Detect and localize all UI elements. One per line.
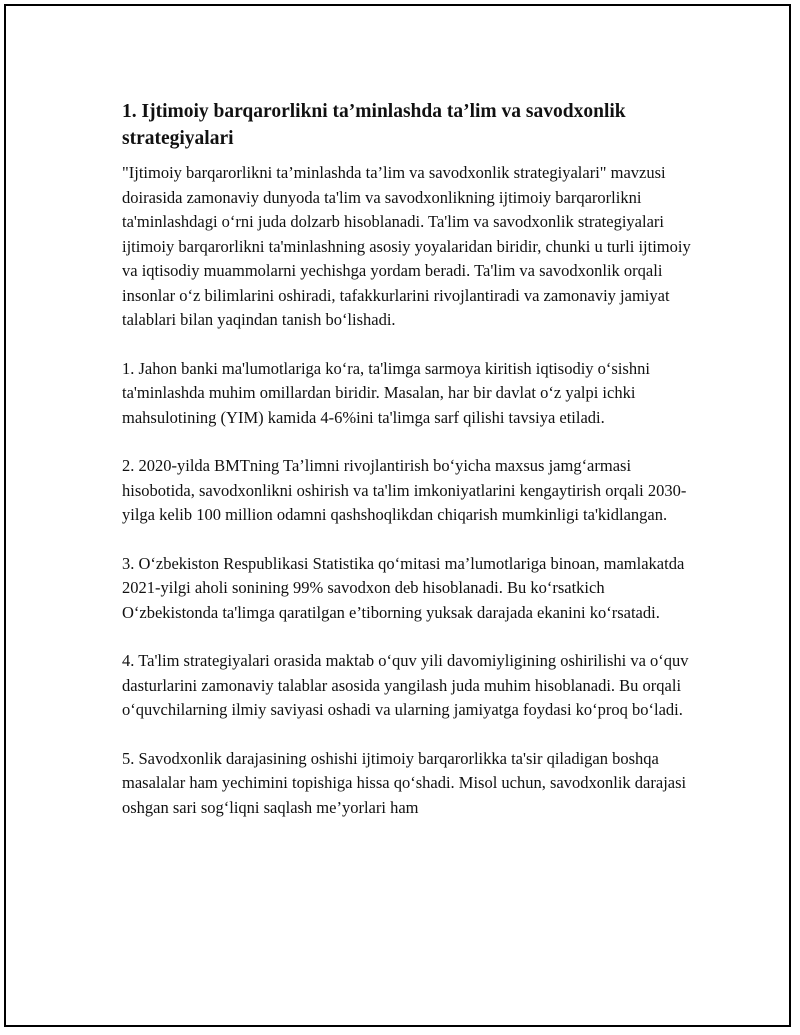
document-title: 1. Ijtimoiy barqarorlikni ta’minlashda ta’lim va savodxonlik strategiyalari xyxy=(122,101,626,149)
paragraph-item-5: 5. Savodxonlik darajasining oshishi ijtimoiy barqarorlikka ta'sir qiladigan boshqa masalalar ham yechimini topishiga hissa qo‘shadi. Misol uchun, savodxonlik darajasi oshgan sari sog‘liqni saqlash me’yorlari ham xyxy=(122,748,687,817)
document-body xyxy=(122,98,702,844)
paragraph-item-3: 3. O‘zbekiston Respublikasi Statistika qo‘mitasi ma’lumotlariga binoan, mamlakatda 2021-yilgi aholi sonining 99% savodxon deb hisoblanadi. Bu ko‘rsatkich O‘zbekistonda ta'limga qaratilgan e’tiborning yuksak darajada ekanini ko‘rsatadi. xyxy=(122,553,685,622)
page-frame xyxy=(4,4,791,1027)
paragraph-item-1: 1. Jahon banki ma'lumotlariga ko‘ra, ta'limga sarmoya kiritish iqtisodiy o‘sishni ta'minlashda muhim omillardan biridir. Masalan, har bir davlat o‘z yalpi ichki mahsulotining (YIM) kamida 4-6%ini ta'limga sarf qilishi tavsiya etiladi. xyxy=(122,358,650,427)
intro-paragraph: "Ijtimoiy barqarorlikni ta’minlashda ta’lim va savodxonlik strategiyalari" mavzusi doirasida zamonaviy dunyoda ta'lim va savodxonlikning ijtimoiy barqarorlikni ta'minlashdagi o‘rni juda dolzarb hisoblanadi. Ta'lim va savodxonlik strategiyalari ijtimoiy barqarorlikni ta'minlashning asosiy yoyalaridan biridir, chunki u turli ijtimoiy va iqtisodiy muammolarni yechishga yordam beradi. Ta'lim va savodxonlik orqali insonlar o‘z bilimlarini oshiradi, tafakkurlarini rivojlantiradi va zamonaviy jamiyat talablari bilan yaqindan tanish bo‘lishadi. xyxy=(122,163,691,329)
paragraph-item-2: 2. 2020-yilda BMTning Ta’limni rivojlantirish bo‘yicha maxsus jamg‘armasi hisobotida, savodxonlikni oshirish va ta'lim imkoniyatlarini kengaytirish orqali 2030-yilga kelib 100 million odamni qashshoqlikdan chiqarish mumkinligi ta'kidlangan. xyxy=(122,456,687,524)
paragraph-item-4: 4. Ta'lim strategiyalari orasida maktab o‘quv yili davomiyligining oshirilishi va o‘quv dasturlarini zamonaviy talablar asosida yangilash juda muhim hisoblanadi. Bu orqali o‘quvchilarning ilmiy saviyasi oshadi va ularning jamiyatga foydasi ko‘proq bo‘ladi. xyxy=(122,651,689,719)
